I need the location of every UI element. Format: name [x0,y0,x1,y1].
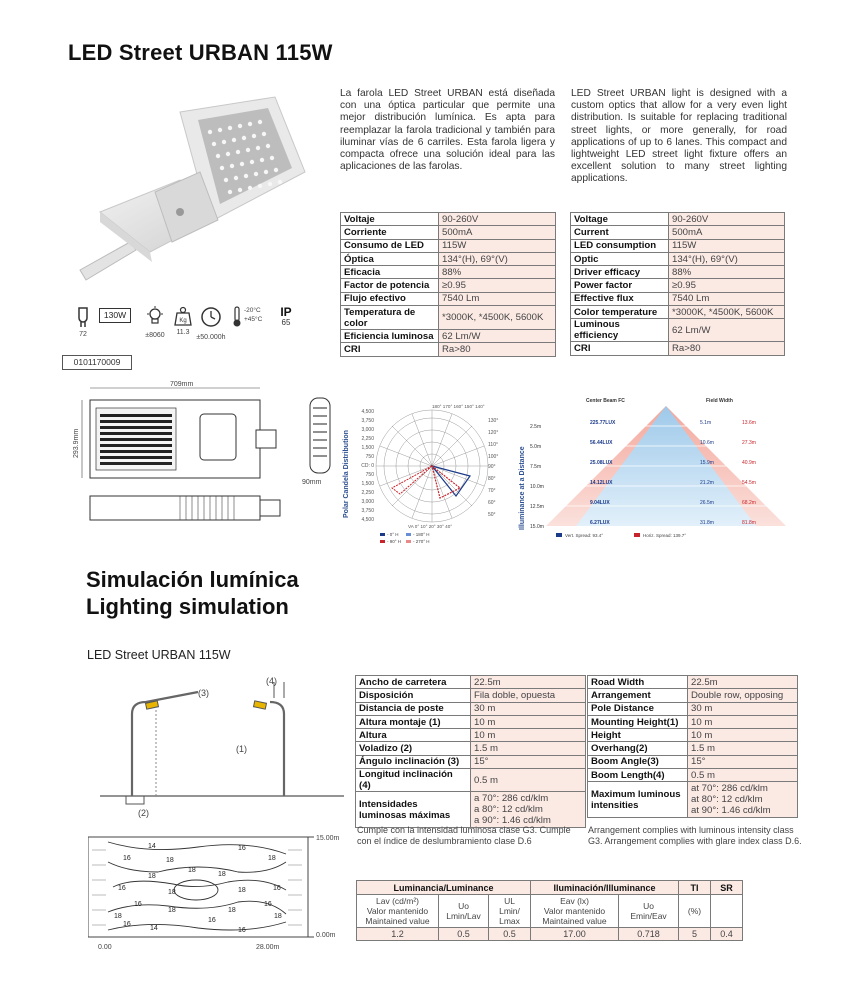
iso-label: 18 [268,855,276,862]
iso-label: 16 [118,885,126,892]
spec-key: Effective flux [571,292,669,305]
iso-label: 16 [123,921,131,928]
polar-tick: 3,750 [361,418,374,424]
temp-low: -20°C [244,307,261,314]
section-title-es: Simulación lumínica [86,567,299,592]
sim-key: Voladizo (2) [356,742,471,755]
lum-value: 0.4 [711,928,743,941]
polar-tick: 110° [488,442,498,448]
sim-value: Double row, opposing [688,689,798,702]
spec-value: *3000K, *4500K, 5600K [669,306,785,319]
polar-legend: - 270° H [413,539,430,544]
led-count-label: 72 [79,331,87,338]
iso-x1: 28.00m [256,944,280,951]
iso-y0: 0.00m [316,932,336,939]
sim-value: 30 m [471,702,586,715]
polar-tick: 120° [488,430,499,436]
product-code: 0101170009 [62,355,132,370]
thermometer-icon [232,306,242,328]
sim-key: Pole Distance [588,702,688,715]
spec-value: Ra>80 [439,343,556,356]
technical-drawing [60,378,335,528]
ip-value: 65 [281,318,291,327]
drawing-depth: 90mm [302,479,322,486]
lum-label-line: Eav (lx) [560,896,589,906]
sim-key: Ancho de carretera [356,676,471,689]
spec-key: Luminous efficiency [571,319,669,342]
illum-height: 10.0m [530,484,544,490]
sim-value: 10 m [688,715,798,728]
spec-key: CRI [341,343,439,356]
intensity-line: a 90°: 1.46 cd/klm [474,815,551,827]
lum-value: 0.5 [439,928,489,941]
iso-label: 18 [168,907,176,914]
lifetime-label: ±50.000h [196,334,226,341]
weight-label: 11.3 [176,329,190,336]
lum-value: 5 [679,928,711,941]
clock-icon [200,306,222,328]
spec-value: 134°(H), 69°(V) [439,252,556,265]
weight-unit: Kg [179,318,187,324]
polar-tick: 2,250 [361,436,374,442]
polar-bottom-ticks: VA 0° 10° 20° 30° 40° [408,524,453,529]
polar-tick: 3,750 [361,508,374,514]
lum-header: Luminancia/Luminance [357,881,531,895]
lum-value: 17.00 [531,928,619,941]
isolux-diagram [88,832,350,957]
illum-height: 15.0m [530,524,544,530]
page-title: LED Street URBAN 115W [68,40,333,65]
lum-label-line: UL [504,896,515,906]
spec-value: ≥0.95 [439,279,556,292]
polar-tick: 750 [365,454,374,460]
iso-y1: 15.00m [316,835,340,842]
spec-value: 62 Lm/W [669,319,785,342]
spec-key: Temperatura de color [341,306,439,330]
iso-label: 18 [148,873,156,880]
spec-key: LED consumption [571,239,669,252]
simulation-table-es [355,675,586,828]
spec-value: 134°(H), 69°(V) [669,252,785,265]
lum-header: TI [679,881,711,895]
spec-key: Factor de potencia [341,279,439,292]
iso-label: 18 [166,857,174,864]
iso-label: 16 [238,845,246,852]
spec-key: Voltage [571,213,669,226]
sim-value: 15° [471,755,586,768]
illum-width: 13.6m [742,420,756,426]
illum-height: 12.5m [530,504,544,510]
polar-tick: 70° [488,488,496,494]
sim-key: Maximum luminous intensities [588,782,688,818]
sim-value: 22.5m [688,676,798,689]
spec-value: 90-260V [439,213,556,226]
lum-col-label [439,895,489,928]
polar-tick: 100° [488,454,499,460]
spec-value: 90-260V [669,213,785,226]
illum-lux: 225.77LUX [590,420,616,426]
spec-key: Eficiencia luminosa [341,330,439,343]
iso-label: 18 [274,913,282,920]
lum-label-line: Valor mantenido [543,906,606,916]
illum-height: 5.0m [530,444,542,450]
illum-legend: Horiz. Spread: 139.7° [643,533,687,538]
sim-key: Height [588,729,688,742]
spec-key: Consumo de LED [341,239,439,252]
illum-height: 2.5m [530,424,542,430]
sim-value: 10 m [688,729,798,742]
polar-ylabel: Polar Candela Distribution [343,430,350,518]
intensity-line: a 80°: 12 cd/klm [474,804,543,816]
weight-icon [173,306,193,326]
sim-key: Boom Length(4) [588,769,688,782]
lum-label-line: Maintained value [365,916,430,926]
illum-width: 5.1m [700,420,712,426]
illum-width: 81.8m [742,520,756,526]
polar-tick: 90° [488,464,496,470]
intensity-line: at 70°: 286 cd/klm [691,783,768,795]
sim-value: 10 m [471,729,586,742]
spec-key: Óptica [341,252,439,265]
spec-key: Power factor [571,279,669,292]
sim-key: Ángulo inclinación (3) [356,755,471,768]
polar-tick: CD: 0 [361,463,374,469]
section-title-en: Lighting simulation [86,594,289,619]
polar-tick: 130° [488,418,499,424]
polar-tick: 1,500 [361,445,374,451]
road-label: (4) [266,676,277,686]
spec-value: *3000K, *4500K, 5600K [439,306,556,330]
iso-label: 16 [264,901,272,908]
lum-col-label [489,895,531,928]
sim-value: 30 m [688,702,798,715]
description-en: LED Street URBAN light is designed with a custom optics that allow for a very even light distribution. Is suitable for replacing traditional street lights, or more generally, for road applications of up to 6 lanes. This compact and lightweight LED street light fixture offers an excellent solution to many street lighting applications. [571,88,787,185]
lum-label-line: Maintained value [542,916,607,926]
iso-label: 18 [188,867,196,874]
spec-value: 62 Lm/W [439,330,556,343]
spec-value: 7540 Lm [439,292,556,305]
illum-width: 54.5m [742,480,756,486]
lum-label-line: Valor mantenido [366,906,429,916]
road-label: (3) [198,688,209,698]
sim-key: Longitud inclinación (4) [356,769,471,792]
sim-key: Arrangement [588,689,688,702]
led-count [72,306,94,338]
sim-key: Altura montaje (1) [356,715,471,728]
sim-value: 10 m [471,715,586,728]
spec-key: Current [571,226,669,239]
polar-legend: - 180° H [413,532,430,537]
intensity-line: a 70°: 286 cd/klm [474,793,549,805]
spec-value: 88% [439,266,556,279]
illum-width: 15.9m [700,460,714,466]
sim-value [688,782,798,818]
spec-value: 500mA [669,226,785,239]
sim-value: 0.5 m [471,769,586,792]
iso-label: 16 [208,917,216,924]
lumen [138,306,172,339]
road-label: (1) [236,744,247,754]
polar-tick: 1,500 [361,481,374,487]
led-bulb-icon [75,306,91,328]
spec-value: 115W [439,239,556,252]
iso-label: 14 [150,925,158,932]
lifetime [192,306,230,341]
illum-lux: 9.04LUX [590,500,610,506]
sim-value: 15° [688,755,798,768]
illum-width: 27.3m [742,440,756,446]
lum-col-label: (%) [679,895,711,928]
lum-header: Iluminación/Illuminance [531,881,679,895]
spec-key: CRI [571,342,669,355]
polar-candela-chart [340,398,515,556]
spec-value: Ra>80 [669,342,785,355]
sim-key: Boom Angle(3) [588,755,688,768]
lumen-label: ±8060 [145,332,165,339]
lum-value: 1.2 [357,928,439,941]
road-diagram [86,672,348,822]
iso-label: 18 [228,907,236,914]
iso-label: 16 [238,927,246,934]
sim-key: Disposición [356,689,471,702]
sim-value [471,792,586,828]
drawing-height: 293.9mm [73,428,80,458]
compliance-note-en: Arrangement complies with luminous intensity class G3. Arrangement complies with glare index class D.6. [588,825,802,846]
spec-value: 88% [669,266,785,279]
sim-value: 0.5 m [688,769,798,782]
polar-tick: 3,000 [361,427,374,433]
iso-label: 18 [238,887,246,894]
ip-rating [276,306,296,327]
sim-value: 1.5 m [471,742,586,755]
section-title [86,566,299,620]
lum-label-line: Lmin/ [499,906,520,916]
spec-value: 7540 Lm [669,292,785,305]
spec-key: Color temperature [571,306,669,319]
intensity-line: at 90°: 1.46 cd/klm [691,805,771,817]
sim-value: 22.5m [471,676,586,689]
polar-legend: - 90° H [387,539,402,544]
spec-table-es [340,212,556,357]
iso-label: 18 [114,913,122,920]
illum-lux: 56.44LUX [590,440,613,446]
iso-label: 18 [168,889,176,896]
lum-col-label [711,895,743,928]
illum-lux: 14.12LUX [590,480,613,486]
temperature [232,306,272,328]
polar-tick: 2,250 [361,490,374,496]
iso-x0: 0.00 [98,944,112,951]
lum-label-line: Lmax [499,916,520,926]
illum-lux: 25.08LUX [590,460,613,466]
luminance-table [356,880,743,941]
sim-key: Overhang(2) [588,742,688,755]
iso-label: 14 [148,843,156,850]
sim-key: Distancia de poste [356,702,471,715]
lum-header: SR [711,881,743,895]
iso-label: 16 [273,885,281,892]
spec-value: 500mA [439,226,556,239]
simulation-table-en [587,675,798,818]
spec-key: Driver efficacy [571,266,669,279]
sim-key: Intensidades luminosas máximas [356,792,471,828]
spec-key: Corriente [341,226,439,239]
lum-value: 0.5 [489,928,531,941]
spec-value: ≥0.95 [669,279,785,292]
illum-col2: Field Width [706,398,733,404]
sim-value: Fila doble, opuesta [471,689,586,702]
lum-col-label [619,895,679,928]
product-image [60,92,330,307]
intensity-line: at 80°: 12 cd/klm [691,794,763,806]
polar-tick: 60° [488,500,496,506]
spec-key: Optic [571,252,669,265]
illum-width: 68.2m [742,500,756,506]
sim-key: Road Width [588,676,688,689]
road-label: (2) [138,808,149,818]
illum-width: 31.8m [700,520,714,526]
illum-width: 10.6m [700,440,714,446]
compliance-note-es: Cumple con la intensidad luminosa clase G3. Cumple con el índice de deslumbramiento clase D.6 [357,825,571,846]
illum-legend: Vert. Spread: 93.4° [565,533,604,538]
lum-label-line: Lmin/Lav [446,911,481,921]
lum-value: 0.718 [619,928,679,941]
lum-label-line: Uo [643,901,654,911]
lum-col-label [531,895,619,928]
sim-value: 1.5 m [688,742,798,755]
feature-icons [72,306,302,348]
polar-tick: 3,000 [361,499,374,505]
spec-key: Voltaje [341,213,439,226]
spec-value: 115W [669,239,785,252]
lum-col-label [357,895,439,928]
polar-tick: 4,500 [361,517,374,523]
temp-high: +45°C [244,316,263,323]
illum-ylabel: Illuminance at a Distance [519,446,526,530]
polar-tick: 80° [488,476,496,482]
sim-key: Altura [356,729,471,742]
illuminance-chart [516,394,791,544]
polar-tick: 750 [365,472,374,478]
lum-label-line: Lav (cd/m²) [376,896,419,906]
drawing-width: 709mm [170,381,194,388]
lum-label-line: Emin/Eav [630,911,667,921]
sim-key: Mounting Height(1) [588,715,688,728]
illum-width: 26.5m [700,500,714,506]
polar-tick: 4,500 [361,409,374,415]
spec-table-en [570,212,785,356]
description-es: La farola LED Street URBAN está diseñada con una óptica particular que permite una mejor distribución lumínica. Es apta para reemplazar la farola tradicional y también para iluminar vías de 6 carriles. Esta farola ligera y compacta ofrece una solución ideal para las aplicaciones de las farolas. [340,88,555,173]
polar-top-ticks: 180° 170° 160° 150° 140° [432,404,485,409]
illum-height: 7.5m [530,464,542,470]
spec-key: Eficacia [341,266,439,279]
illum-col1: Center Beam FC [586,398,625,404]
illum-lux: 6.27LUX [590,520,610,526]
battery-icon: 130W [99,308,131,323]
iso-label: 16 [134,901,142,908]
polar-tick: 50° [488,512,496,518]
spec-key: Flujo efectivo [341,292,439,305]
iso-label: 18 [218,871,226,878]
illum-width: 21.2m [700,480,714,486]
light-bulb-icon [146,306,164,326]
iso-label: 16 [123,855,131,862]
power [99,306,133,323]
lum-label-line: Uo [458,901,469,911]
section-subtitle: LED Street URBAN 115W [87,648,231,662]
ip-label: IP [280,305,292,319]
polar-legend: - 0° H [387,532,399,537]
illum-width: 40.9m [742,460,756,466]
